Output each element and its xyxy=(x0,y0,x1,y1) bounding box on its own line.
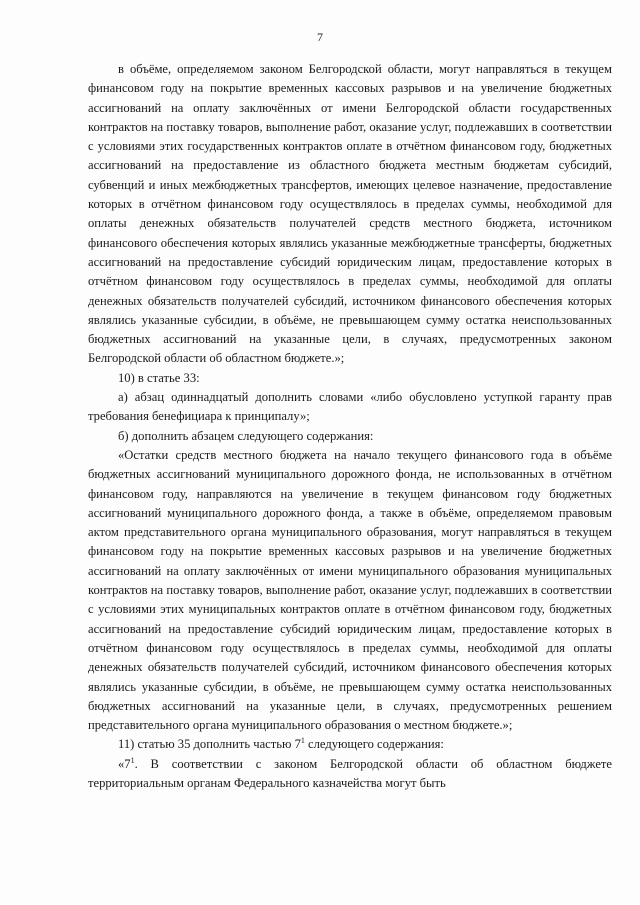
paragraph-6-text-end: следующего содержания: xyxy=(304,737,444,752)
document-body xyxy=(88,60,612,793)
page-number: 7 xyxy=(317,30,323,44)
paragraph-7-text-end: . В соответствии с законом Белгородской области об областном бюджете территориальным органам Федерального казначейства могут быть xyxy=(88,756,612,790)
paragraph-5: «Остатки средств местного бюджета на начало текущего финансового года в объёме бюджетных ассигнований муниципального дорожного фонда, не использованных в отчётном финансовом году, направляются на увеличение в текущем финансовом году бюджетных ассигнований муниципального дорожного фонда, а также в объёме, определяемом правовым актом представительного органа муниципального образования, могут направляться в текущем финансовом году на покрытие временных кассовых разрывов и на увеличение бюджетных ассигнований на оплату заключённых от имени муниципального образования муниципальных контрактов на поставку товаров, выполнение работ, оказание услуг, подлежавших в соответствии с условиями этих муниципальных контрактов оплате в отчётном финансовом году, бюджетных ассигнований на предоставление субсидий юридическим лицам, предоставление которых в отчётном финансовом году осуществлялось в пределах суммы, необходимой для оплаты денежных обязательств получателей субсидий, источником финансового обеспечения которых являлись указанные субсидии, в объёме, не превышающем сумму остатка неиспользованных бюджетных ассигнований на указанные цели, в случаях, предусмотренных решением представительного органа муниципального образования о местном бюджете.»; xyxy=(88,447,612,733)
paragraph-6-superscript: 1 xyxy=(300,736,305,746)
paragraph-7 xyxy=(88,755,612,794)
paragraph-2: 10) в статье 33: xyxy=(118,370,200,385)
paragraph-3: а) абзац одиннадцатый дополнить словами «либо обусловлено уступкой гаранту прав требования бенефициара к принципалу»; xyxy=(88,390,612,424)
paragraph-6-text: 11) статью 35 дополнить частью 7 xyxy=(118,737,301,752)
paragraph-6 xyxy=(88,735,612,754)
paragraph-7-text: «7 xyxy=(118,756,131,771)
paragraph-1: в объёме, определяемом законом Белгородской области, могут направляться в текущем финансовом году на покрытие временных кассовых разрывов и на увеличение бюджетных ассигнований на оплату заключённых от имени Белгородской области государственных контрактов на поставку товаров, выполнение работ, оказание услуг, подлежавших в соответствии с условиями этих государственных контрактов оплате в отчётном финансовом году, бюджетных ассигнований на предоставление из областного бюджета местным бюджетам субсидий, субвенций и иных межбюджетных трансфертов, имеющих целевое назначение, предоставление которых в отчётном финансовом году осуществлялось в пределах суммы, необходимой для оплаты денежных обязательств получателей средств местного бюджета, источником финансового обеспечения которых являлись указанные межбюджетные трансферты, бюджетных ассигнований на предоставление субсидий юридическим лицам, предоставление которых в отчётном финансовом году осуществлялось в пределах суммы, необходимой для оплаты денежных обязательств получателей субсидий, источником финансового обеспечения которых являлись указанные субсидии, в объёме, не превышающем сумму остатка неиспользованных бюджетных ассигнований на указанные цели, в случаях, предусмотренных законом Белгородской области об областном бюджете.»; xyxy=(88,62,612,366)
paragraph-7-superscript: 1 xyxy=(130,755,135,765)
paragraph-4: б) дополнить абзацем следующего содержания: xyxy=(118,428,374,443)
